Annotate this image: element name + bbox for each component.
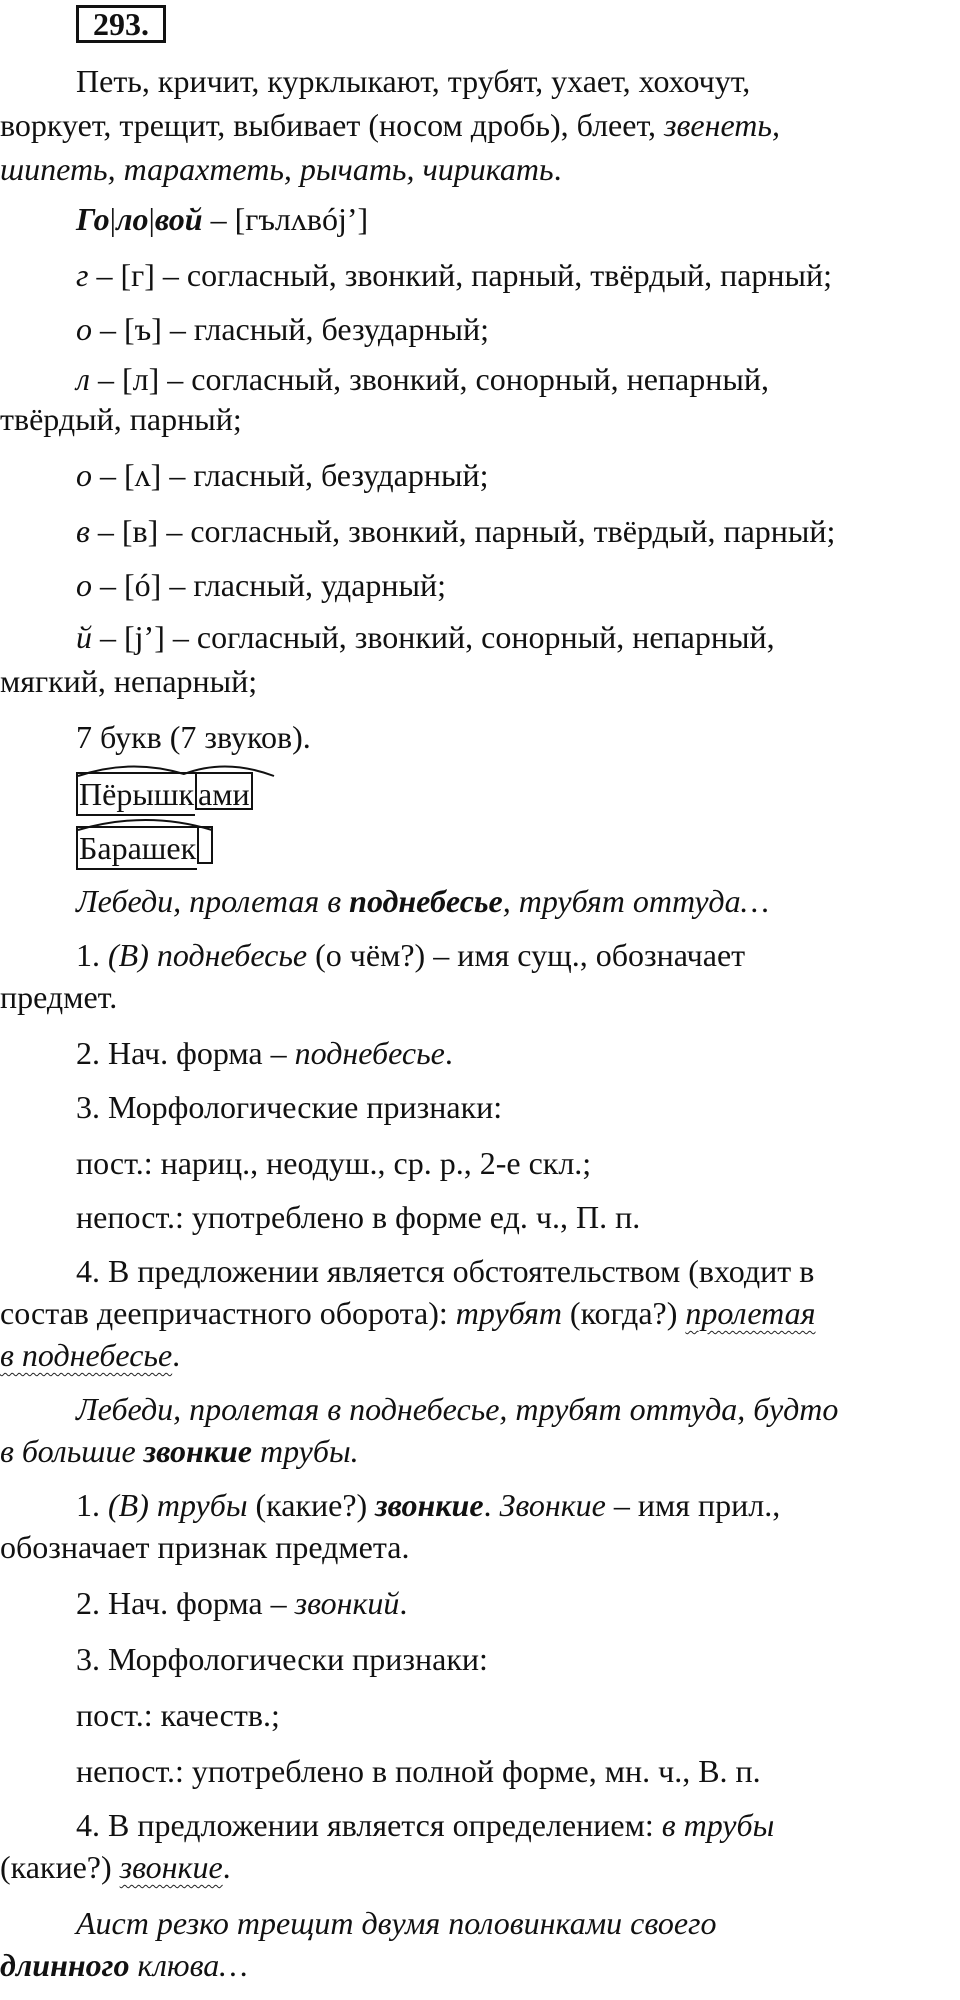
text-span: трубят — [455, 1295, 562, 1331]
text-span: . — [483, 1487, 500, 1523]
text-span: 4. В предложении является определением: — [76, 1807, 662, 1843]
letter-desc: – [j’] – согласный, звонкий, сонорный, непарный, — [92, 619, 775, 655]
text-line — [0, 104, 960, 146]
letter-line — [0, 358, 960, 400]
letter: о — [76, 457, 92, 493]
text-span: . — [444, 1035, 453, 1071]
highlight-word: звонкие — [375, 1487, 484, 1523]
text-span: воркует, трещит, выбивает (носом дробь), блеет, — [0, 107, 665, 143]
text-span: (о чём?) – имя сущ., обозначает — [307, 937, 746, 973]
text-span: Лебеди, пролетая в поднебесье, трубят оттуда, будто — [76, 1391, 839, 1427]
letter-line-cont — [0, 660, 960, 702]
text-span: – имя прил., — [605, 1487, 781, 1523]
letter-desc: – [ó] – гласный, ударный; — [92, 567, 447, 603]
word-ending: ами — [195, 772, 253, 810]
summary-line — [0, 716, 960, 758]
analysis-line — [0, 934, 960, 976]
transcription: – [гълʌвój’] — [202, 201, 369, 237]
example-sentence — [0, 1388, 960, 1430]
text-span: 2. Нач. форма – — [76, 1035, 295, 1071]
letter-line — [0, 308, 960, 350]
letter-line — [0, 616, 960, 658]
analysis-line — [0, 1142, 960, 1184]
letter-desc: – [ʌ] – гласный, безударный; — [92, 457, 489, 493]
highlight-word: звонкие — [143, 1433, 252, 1469]
text-span: поднебесье — [294, 1035, 445, 1071]
exercise-number: 293. — [76, 5, 166, 43]
text-span: клюва… — [129, 1947, 248, 1983]
text-span: (когда?) — [561, 1295, 686, 1331]
text-span: 2. Нач. форма – — [76, 1585, 295, 1621]
analysis-line — [0, 1526, 960, 1568]
text-span: пост.: качеств.; — [76, 1697, 280, 1733]
word-part: вой — [154, 201, 203, 237]
syllable-bar: | — [148, 201, 155, 237]
text-span: 1. — [76, 1487, 108, 1523]
text-span: (какие?) — [247, 1487, 376, 1523]
wavy-underlined-word: звонкие — [119, 1849, 223, 1885]
text-span: звенеть, — [664, 107, 780, 143]
analysis-line — [0, 1638, 960, 1680]
analysis-line — [0, 1196, 960, 1238]
analysis-line — [0, 1334, 960, 1376]
text-span: звонкий — [294, 1585, 400, 1621]
text-span: 3. Морфологически признаки: — [76, 1641, 488, 1677]
analysis-line — [0, 1250, 960, 1292]
text-span: трубы. — [251, 1433, 359, 1469]
letter-line — [0, 510, 960, 552]
analysis-line — [0, 976, 960, 1018]
text-span: в трубы — [661, 1807, 775, 1843]
letter-desc: – [г] – согласный, звонкий, парный, твёрдый, парный; — [88, 257, 833, 293]
letter-line — [0, 254, 960, 296]
example-sentence — [0, 1944, 960, 1986]
letter: о — [76, 311, 92, 347]
summary-text: 7 букв (7 звуков). — [76, 719, 311, 755]
root-arc-icon — [76, 816, 216, 832]
text-span: Петь, кричит, курклыкают, трубят, ухает, хохочут, — [76, 63, 751, 99]
letter: в — [76, 513, 90, 549]
wavy-underlined-word: в поднебесье — [0, 1337, 173, 1373]
word-part: ло — [116, 201, 149, 237]
text-span: предмет. — [0, 979, 118, 1015]
letter-desc: мягкий, непарный; — [0, 663, 258, 699]
word-stem: Барашек — [76, 826, 197, 870]
example-sentence — [0, 1902, 960, 1944]
text-span: состав деепричастного оборота): — [0, 1295, 456, 1331]
analysis-line — [0, 1846, 960, 1888]
letter: г — [76, 257, 89, 293]
morpheme-word-2 — [76, 826, 213, 870]
text-span: Лебеди, пролетая в — [76, 883, 350, 919]
text-span: непост.: употреблено в полной форме, мн. ч., В. п. — [76, 1753, 761, 1789]
phonetic-heading — [0, 198, 960, 240]
analysis-line — [0, 1484, 960, 1526]
text-span: (В) трубы — [108, 1487, 248, 1523]
morpheme-word-1 — [76, 772, 253, 816]
letter-line-cont — [0, 398, 960, 440]
text-line — [0, 148, 960, 190]
root-arc-icon — [76, 762, 276, 778]
text-span: шипеть, тарахтеть, рычать, чирикать — [0, 151, 554, 187]
example-sentence — [0, 880, 960, 922]
wavy-underlined-word: пролетая — [685, 1295, 816, 1331]
analysis-line — [0, 1750, 960, 1792]
letter-desc: – [в] – согласный, звонкий, парный, твёрдый, парный; — [89, 513, 836, 549]
letter-desc: – [ъ] – гласный, безударный; — [92, 311, 490, 347]
text-span: 3. Морфологические признаки: — [76, 1089, 503, 1125]
highlight-word: длинного — [0, 1947, 130, 1983]
highlight-word: поднебесье — [349, 883, 503, 919]
letter-line — [0, 564, 960, 606]
syllable-bar: | — [109, 201, 117, 237]
example-sentence — [0, 1430, 960, 1472]
analysis-line — [0, 1292, 960, 1334]
word-part: Го — [76, 201, 110, 237]
analysis-line — [0, 1582, 960, 1624]
letter-line — [0, 454, 960, 496]
analysis-line — [0, 1032, 960, 1074]
letter-desc: твёрдый, парный; — [0, 401, 242, 437]
text-span: обозначает признак предмета. — [0, 1529, 410, 1565]
analysis-line — [0, 1804, 960, 1846]
text-span: 1. — [76, 937, 108, 973]
text-span: пост.: нариц., неодуш., ср. р., 2-е скл.; — [76, 1145, 592, 1181]
letter: л — [76, 361, 90, 397]
text-line — [0, 60, 960, 102]
text-span: . — [222, 1849, 231, 1885]
analysis-line — [0, 1694, 960, 1736]
text-span: непост.: употреблено в форме ед. ч., П. п. — [76, 1199, 641, 1235]
letter-desc: – [л] – согласный, звонкий, сонорный, непарный, — [89, 361, 769, 397]
text-span: Аист резко трещит двумя половинками своего — [76, 1905, 717, 1941]
text-span: 4. В предложении является обстоятельством (входит в — [76, 1253, 815, 1289]
text-span: (В) поднебесье — [108, 937, 308, 973]
text-span: Звонкие — [499, 1487, 606, 1523]
text-span: (какие?) — [0, 1849, 120, 1885]
word-stem: Пёрышк — [76, 772, 195, 816]
text-span: . — [172, 1337, 181, 1373]
letter: й — [76, 619, 92, 655]
text-span: , трубят оттуда… — [502, 883, 770, 919]
text-span: в большие — [0, 1433, 144, 1469]
text-span: . — [553, 151, 562, 187]
letter: о — [76, 567, 92, 603]
analysis-line — [0, 1086, 960, 1128]
text-span: . — [399, 1585, 408, 1621]
